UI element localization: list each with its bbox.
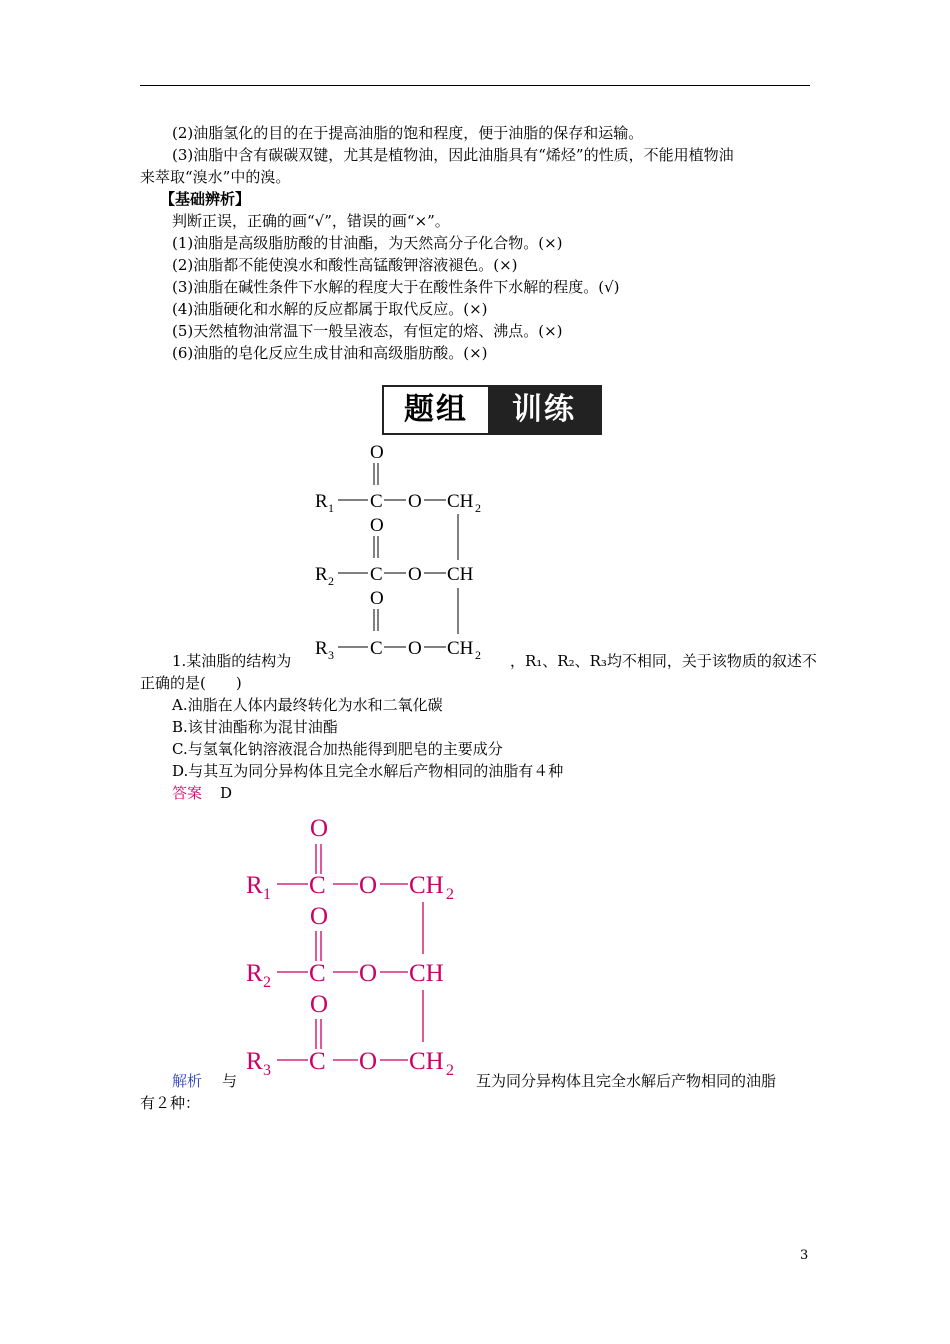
header-rule xyxy=(140,85,810,86)
question-suffix: ，R₁、R₂、R₃均不相同，关于该物质的叙述不 xyxy=(510,652,817,670)
pink-r2-label: R xyxy=(246,960,263,987)
pink-ester-o-2: O xyxy=(359,960,378,987)
basic-title: 【基础辨析】 xyxy=(160,190,251,208)
carbonyl-o-3: O xyxy=(370,588,384,609)
r2-label: R xyxy=(315,564,328,585)
banner-right: 训练 xyxy=(488,387,600,433)
ester-group-3 xyxy=(315,588,481,662)
pink-carbon-3: C xyxy=(309,1048,326,1075)
analysis-text: 互为同分异构体且完全水解后产物相同的油脂 xyxy=(476,1072,777,1090)
analysis-word: 与 xyxy=(222,1072,238,1090)
basic-item-4: (4)油脂硬化和水解的反应都属于取代反应。(×) xyxy=(172,300,488,318)
pink-r1-sub: 1 xyxy=(263,886,271,903)
ch-middle: CH xyxy=(447,564,474,585)
section-banner xyxy=(382,385,602,435)
pink-carbonyl-o-1: O xyxy=(310,815,329,842)
ester-o-2: O xyxy=(408,564,422,585)
analysis-line2: 有２种： xyxy=(140,1094,201,1112)
analysis-label: 解析 xyxy=(172,1072,203,1090)
pink-r1-label: R xyxy=(246,872,263,899)
option-b: B.该甘油酯称为混甘油酯 xyxy=(172,718,338,736)
basic-item-1: (1)油脂是高级脂肪酸的甘油酯，为天然高分子化合物。(×) xyxy=(172,234,563,252)
pink-ch2-top: CH xyxy=(409,872,444,899)
option-c: C.与氢氧化钠溶液混合加热能得到肥皂的主要成分 xyxy=(172,740,503,758)
ester-o-1: O xyxy=(408,491,422,512)
option-a: A.油脂在人体内最终转化为水和二氧化碳 xyxy=(172,696,443,714)
r3-subscript: 3 xyxy=(328,648,334,662)
r1-label: R xyxy=(315,491,328,512)
ch2-top-sub: 2 xyxy=(475,501,481,515)
ester-group-1 xyxy=(315,442,481,515)
ch2-top: CH xyxy=(447,491,474,512)
intro-point-3-cont: 来萃取“溴水”中的溴。 xyxy=(140,168,291,186)
question-prefix: 1.某油脂的结构为 xyxy=(172,652,292,670)
ch2-bottom-sub: 2 xyxy=(475,648,481,662)
carbon-2: C xyxy=(370,564,383,585)
basic-instruction: 判断正误，正确的画“√”，错误的画“×”。 xyxy=(172,212,450,230)
basic-item-5: (5)天然植物油常温下一般呈液态，有恒定的熔、沸点。(×) xyxy=(172,322,563,340)
basic-item-3: (3)油脂在碱性条件下水解的程度大于在酸性条件下水解的程度。(√) xyxy=(172,278,620,296)
pink-carbon-1: C xyxy=(309,872,326,899)
r2-subscript: 2 xyxy=(328,574,334,588)
pink-carbon-2: C xyxy=(309,960,326,987)
intro-point-2: (2)油脂氢化的目的在于提高油脂的饱和程度，便于油脂的保存和运输。 xyxy=(172,124,644,142)
r3-label: R xyxy=(315,638,328,659)
pink-ester-o-3: O xyxy=(359,1048,378,1075)
pink-ch2-bottom-sub: 2 xyxy=(446,1062,454,1079)
triglyceride-structure-analysis xyxy=(240,806,490,1084)
answer-value: D xyxy=(220,784,233,802)
answer-label: 答案 xyxy=(172,784,203,802)
pink-carbonyl-o-2: O xyxy=(310,903,329,930)
carbonyl-o-1: O xyxy=(370,442,384,463)
basic-item-2: (2)油脂都不能使溴水和酸性高锰酸钾溶液褪色。(×) xyxy=(172,256,518,274)
page-number: 3 xyxy=(800,1248,809,1263)
ester-o-3: O xyxy=(408,638,422,659)
question-line2: 正确的是( ) xyxy=(140,674,242,692)
pink-r2-sub: 2 xyxy=(263,974,271,991)
carbon-3: C xyxy=(370,638,383,659)
carbonyl-o-2: O xyxy=(370,515,384,536)
carbon-1: C xyxy=(370,491,383,512)
r1-subscript: 1 xyxy=(328,501,334,515)
triglyceride-structure xyxy=(300,432,510,664)
ch2-bottom: CH xyxy=(447,638,474,659)
pink-ch2-top-sub: 2 xyxy=(446,886,454,903)
basic-item-6: (6)油脂的皂化反应生成甘油和高级脂肪酸。(×) xyxy=(172,344,488,362)
banner-left: 题组 xyxy=(384,387,488,433)
pink-ch-middle: CH xyxy=(409,960,444,987)
ester-group-2 xyxy=(315,515,474,588)
pink-carbonyl-o-3: O xyxy=(310,991,329,1018)
pink-r3-label: R xyxy=(246,1048,263,1075)
pink-r3-sub: 3 xyxy=(263,1062,271,1079)
pink-ch2-bottom: CH xyxy=(409,1048,444,1075)
intro-point-3: (3)油脂中含有碳碳双键，尤其是植物油，因此油脂具有“烯烃”的性质，不能用植物油 xyxy=(172,146,734,164)
option-d: D.与其互为同分异构体且完全水解后产物相同的油脂有４种 xyxy=(172,762,564,780)
pink-ester-o-1: O xyxy=(359,872,378,899)
